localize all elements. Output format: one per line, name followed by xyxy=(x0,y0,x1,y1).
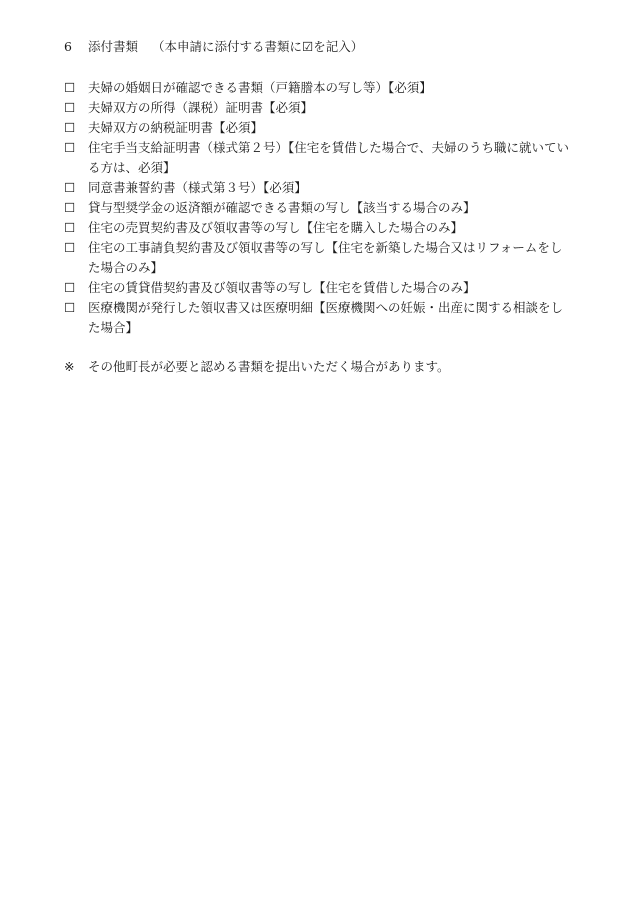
footnote xyxy=(64,357,584,377)
checkbox[interactable]: ☐ xyxy=(64,220,76,235)
checkbox[interactable]: ☐ xyxy=(64,300,76,315)
checkbox[interactable]: ☐ xyxy=(64,240,76,255)
checklist-item xyxy=(64,298,574,338)
checkbox[interactable]: ☐ xyxy=(64,200,76,215)
section-heading xyxy=(64,37,584,57)
checklist-item xyxy=(64,218,574,238)
checklist-item-label: 同意書兼誓約書（様式第３号）【必須】 xyxy=(88,180,307,195)
checklist-item xyxy=(64,198,574,218)
checklist-item xyxy=(64,178,574,198)
checkbox[interactable]: ☐ xyxy=(64,120,76,135)
checkbox[interactable]: ☐ xyxy=(64,100,76,115)
checklist-item-label: 住宅の売買契約書及び領収書等の写し【住宅を購入した場合のみ】 xyxy=(88,220,464,235)
footnote-text: その他町長が必要と認める書類を提出いただく場合があります。 xyxy=(88,359,450,374)
checkbox[interactable]: ☐ xyxy=(64,280,76,295)
checklist-item-label: 住宅の工事請負契約書及び領収書等の写し【住宅を新築した場合又はリフォームをした場合のみ】 xyxy=(88,240,563,275)
section-title: 添付書類 xyxy=(88,39,139,54)
checklist-item xyxy=(64,98,574,118)
checklist-item xyxy=(64,278,574,298)
checklist-item-label: 住宅手当支給証明書（様式第２号）【住宅を賃借した場合で、夫婦のうち職に就いている方は、必須】 xyxy=(88,140,570,175)
checklist-item xyxy=(64,118,574,138)
checklist-item xyxy=(64,138,574,178)
checkbox[interactable]: ☐ xyxy=(64,180,76,195)
checkbox[interactable]: ☐ xyxy=(64,140,76,155)
reference-mark: ※ xyxy=(64,359,75,374)
checkbox[interactable]: ☐ xyxy=(64,80,76,95)
checklist-item xyxy=(64,238,574,278)
checklist-item-label: 夫婦双方の所得（課税）証明書【必須】 xyxy=(88,100,314,115)
checklist-item xyxy=(64,78,574,98)
checklist-item-label: 夫婦双方の納税証明書【必須】 xyxy=(88,120,264,135)
section-number: 6 xyxy=(64,39,72,54)
checklist-item-label: 貸与型奨学金の返済額が確認できる書類の写し【該当する場合のみ】 xyxy=(88,200,476,215)
section-note: （本申請に添付する書類に☑を記入） xyxy=(152,39,364,54)
checklist-item-label: 住宅の賃貸借契約書及び領収書等の写し【住宅を賃借した場合のみ】 xyxy=(88,280,476,295)
checklist-item-label: 夫婦の婚姻日が確認できる書類（戸籍謄本の写し等）【必須】 xyxy=(88,80,432,95)
attachment-checklist xyxy=(64,78,574,338)
checklist-item-label: 医療機関が発行した領収書又は医療明細【医療機関への妊娠・出産に関する相談をした場合】 xyxy=(88,300,564,335)
